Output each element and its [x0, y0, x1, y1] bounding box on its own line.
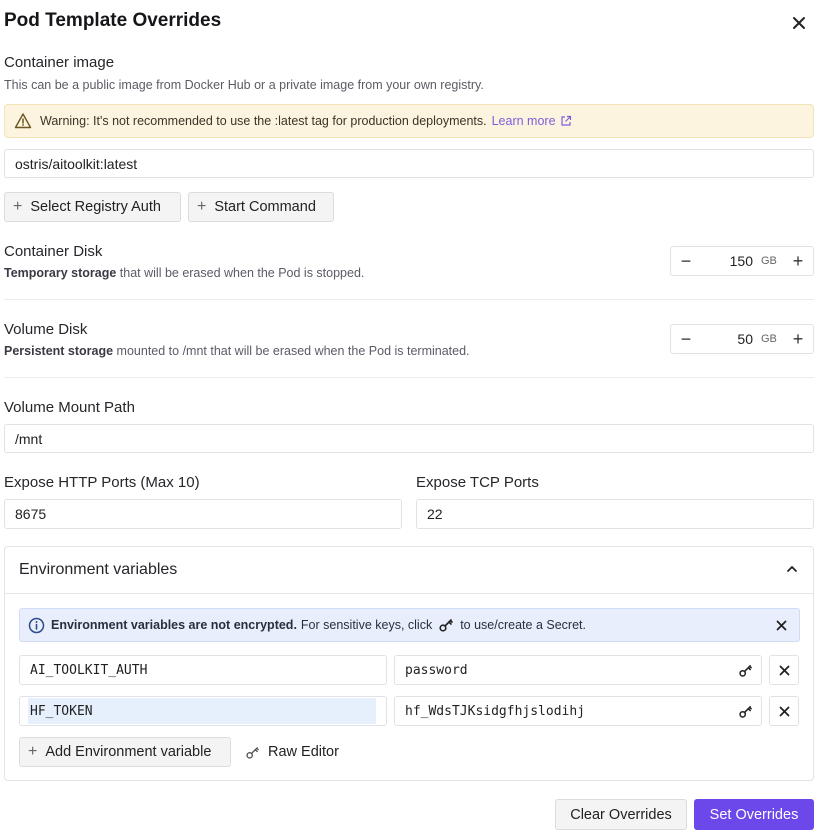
- decrement-button[interactable]: −: [680, 328, 692, 349]
- plus-icon: +: [197, 198, 207, 215]
- volume-mount-path-label: Volume Mount Path: [4, 399, 135, 416]
- close-icon: [779, 665, 790, 676]
- env-value-text: password: [405, 662, 468, 678]
- warning-text: Warning: It's not recommended to use the :latest tag for production deployments.: [40, 114, 487, 128]
- env-key-input[interactable]: [19, 696, 387, 726]
- remove-env-button[interactable]: [769, 696, 799, 726]
- container-disk-unit: GB: [761, 255, 777, 267]
- remove-env-button[interactable]: [769, 655, 799, 685]
- container-disk-help: [4, 266, 364, 280]
- raw-editor-label: Raw Editor: [268, 744, 339, 760]
- add-env-variable-label: Add Environment variable: [45, 744, 212, 760]
- external-link-icon: [560, 115, 572, 127]
- key-icon[interactable]: [738, 663, 753, 678]
- environment-variables-panel: [4, 546, 814, 781]
- volume-disk-help: [4, 344, 470, 358]
- env-value-text: hf_WdsTJKsidgfhjslodihj: [405, 703, 586, 719]
- env-notice-pre: For sensitive keys, click: [300, 618, 433, 632]
- close-icon[interactable]: [776, 620, 787, 631]
- env-value-input[interactable]: [394, 696, 762, 726]
- decrement-button[interactable]: −: [680, 250, 692, 271]
- volume-disk-value[interactable]: 50: [737, 331, 753, 347]
- close-icon: [779, 706, 790, 717]
- env-key-text: HF_TOKEN: [30, 703, 93, 719]
- warning-icon: [14, 112, 32, 130]
- container-disk-value[interactable]: 150: [729, 253, 753, 269]
- http-ports-label: Expose HTTP Ports (Max 10): [4, 474, 200, 491]
- learn-more-link[interactable]: [492, 114, 572, 128]
- volume-disk-unit: GB: [761, 333, 777, 345]
- container-image-label: Container image: [4, 54, 115, 71]
- plus-icon: +: [28, 743, 38, 760]
- raw-editor-button[interactable]: [245, 737, 339, 767]
- volume-mount-path-input[interactable]: /mnt: [4, 424, 814, 453]
- key-icon: [438, 617, 454, 633]
- close-button[interactable]: [786, 10, 812, 36]
- container-image-help: This can be a public image from Docker Hub or a private image from your own registry.: [4, 78, 484, 92]
- volume-disk-stepper: [670, 324, 814, 354]
- info-icon: [28, 617, 45, 634]
- start-command-label: Start Command: [214, 199, 316, 215]
- divider: [4, 299, 814, 300]
- environment-variables-header[interactable]: [5, 547, 813, 594]
- latest-tag-warning: [4, 104, 814, 138]
- chevron-up-icon: [785, 562, 799, 576]
- tcp-ports-label: Expose TCP Ports: [416, 474, 539, 491]
- env-value-input[interactable]: [394, 655, 762, 685]
- clear-overrides-button[interactable]: Clear Overrides: [555, 799, 687, 830]
- tcp-ports-input[interactable]: 22: [416, 499, 814, 529]
- container-disk-stepper: [670, 246, 814, 276]
- http-ports-input[interactable]: 8675: [4, 499, 402, 529]
- key-icon[interactable]: [738, 704, 753, 719]
- add-env-variable-button[interactable]: [19, 737, 231, 767]
- container-disk-label: Container Disk: [4, 243, 103, 260]
- volume-disk-label: Volume Disk: [4, 321, 88, 338]
- env-encryption-notice: [19, 608, 800, 642]
- container-disk-help-rest: that will be erased when the Pod is stopped.: [116, 266, 365, 280]
- close-icon: [792, 16, 806, 30]
- plus-icon: +: [13, 198, 23, 215]
- increment-button[interactable]: +: [792, 328, 804, 349]
- increment-button[interactable]: +: [792, 250, 804, 271]
- select-registry-auth-label: Select Registry Auth: [30, 199, 161, 215]
- environment-variables-title: Environment variables: [19, 561, 178, 578]
- set-overrides-button[interactable]: Set Overrides: [694, 799, 814, 830]
- start-command-button[interactable]: [188, 192, 334, 222]
- env-notice-post: to use/create a Secret.: [460, 618, 586, 632]
- container-disk-help-bold: Temporary storage: [4, 266, 117, 280]
- container-image-input[interactable]: ostris/aitoolkit:latest: [4, 149, 814, 178]
- env-notice-bold: Environment variables are not encrypted.: [51, 618, 297, 632]
- volume-disk-help-rest: mounted to /mnt that will be erased when the Pod is terminated.: [113, 344, 470, 358]
- select-registry-auth-button[interactable]: [4, 192, 181, 222]
- volume-disk-help-bold: Persistent storage: [4, 344, 114, 358]
- key-icon: [245, 745, 260, 760]
- dialog-title: Pod Template Overrides: [4, 10, 222, 31]
- learn-more-label: Learn more: [491, 114, 556, 128]
- divider: [4, 377, 814, 378]
- env-key-input[interactable]: AI_TOOLKIT_AUTH: [19, 655, 387, 685]
